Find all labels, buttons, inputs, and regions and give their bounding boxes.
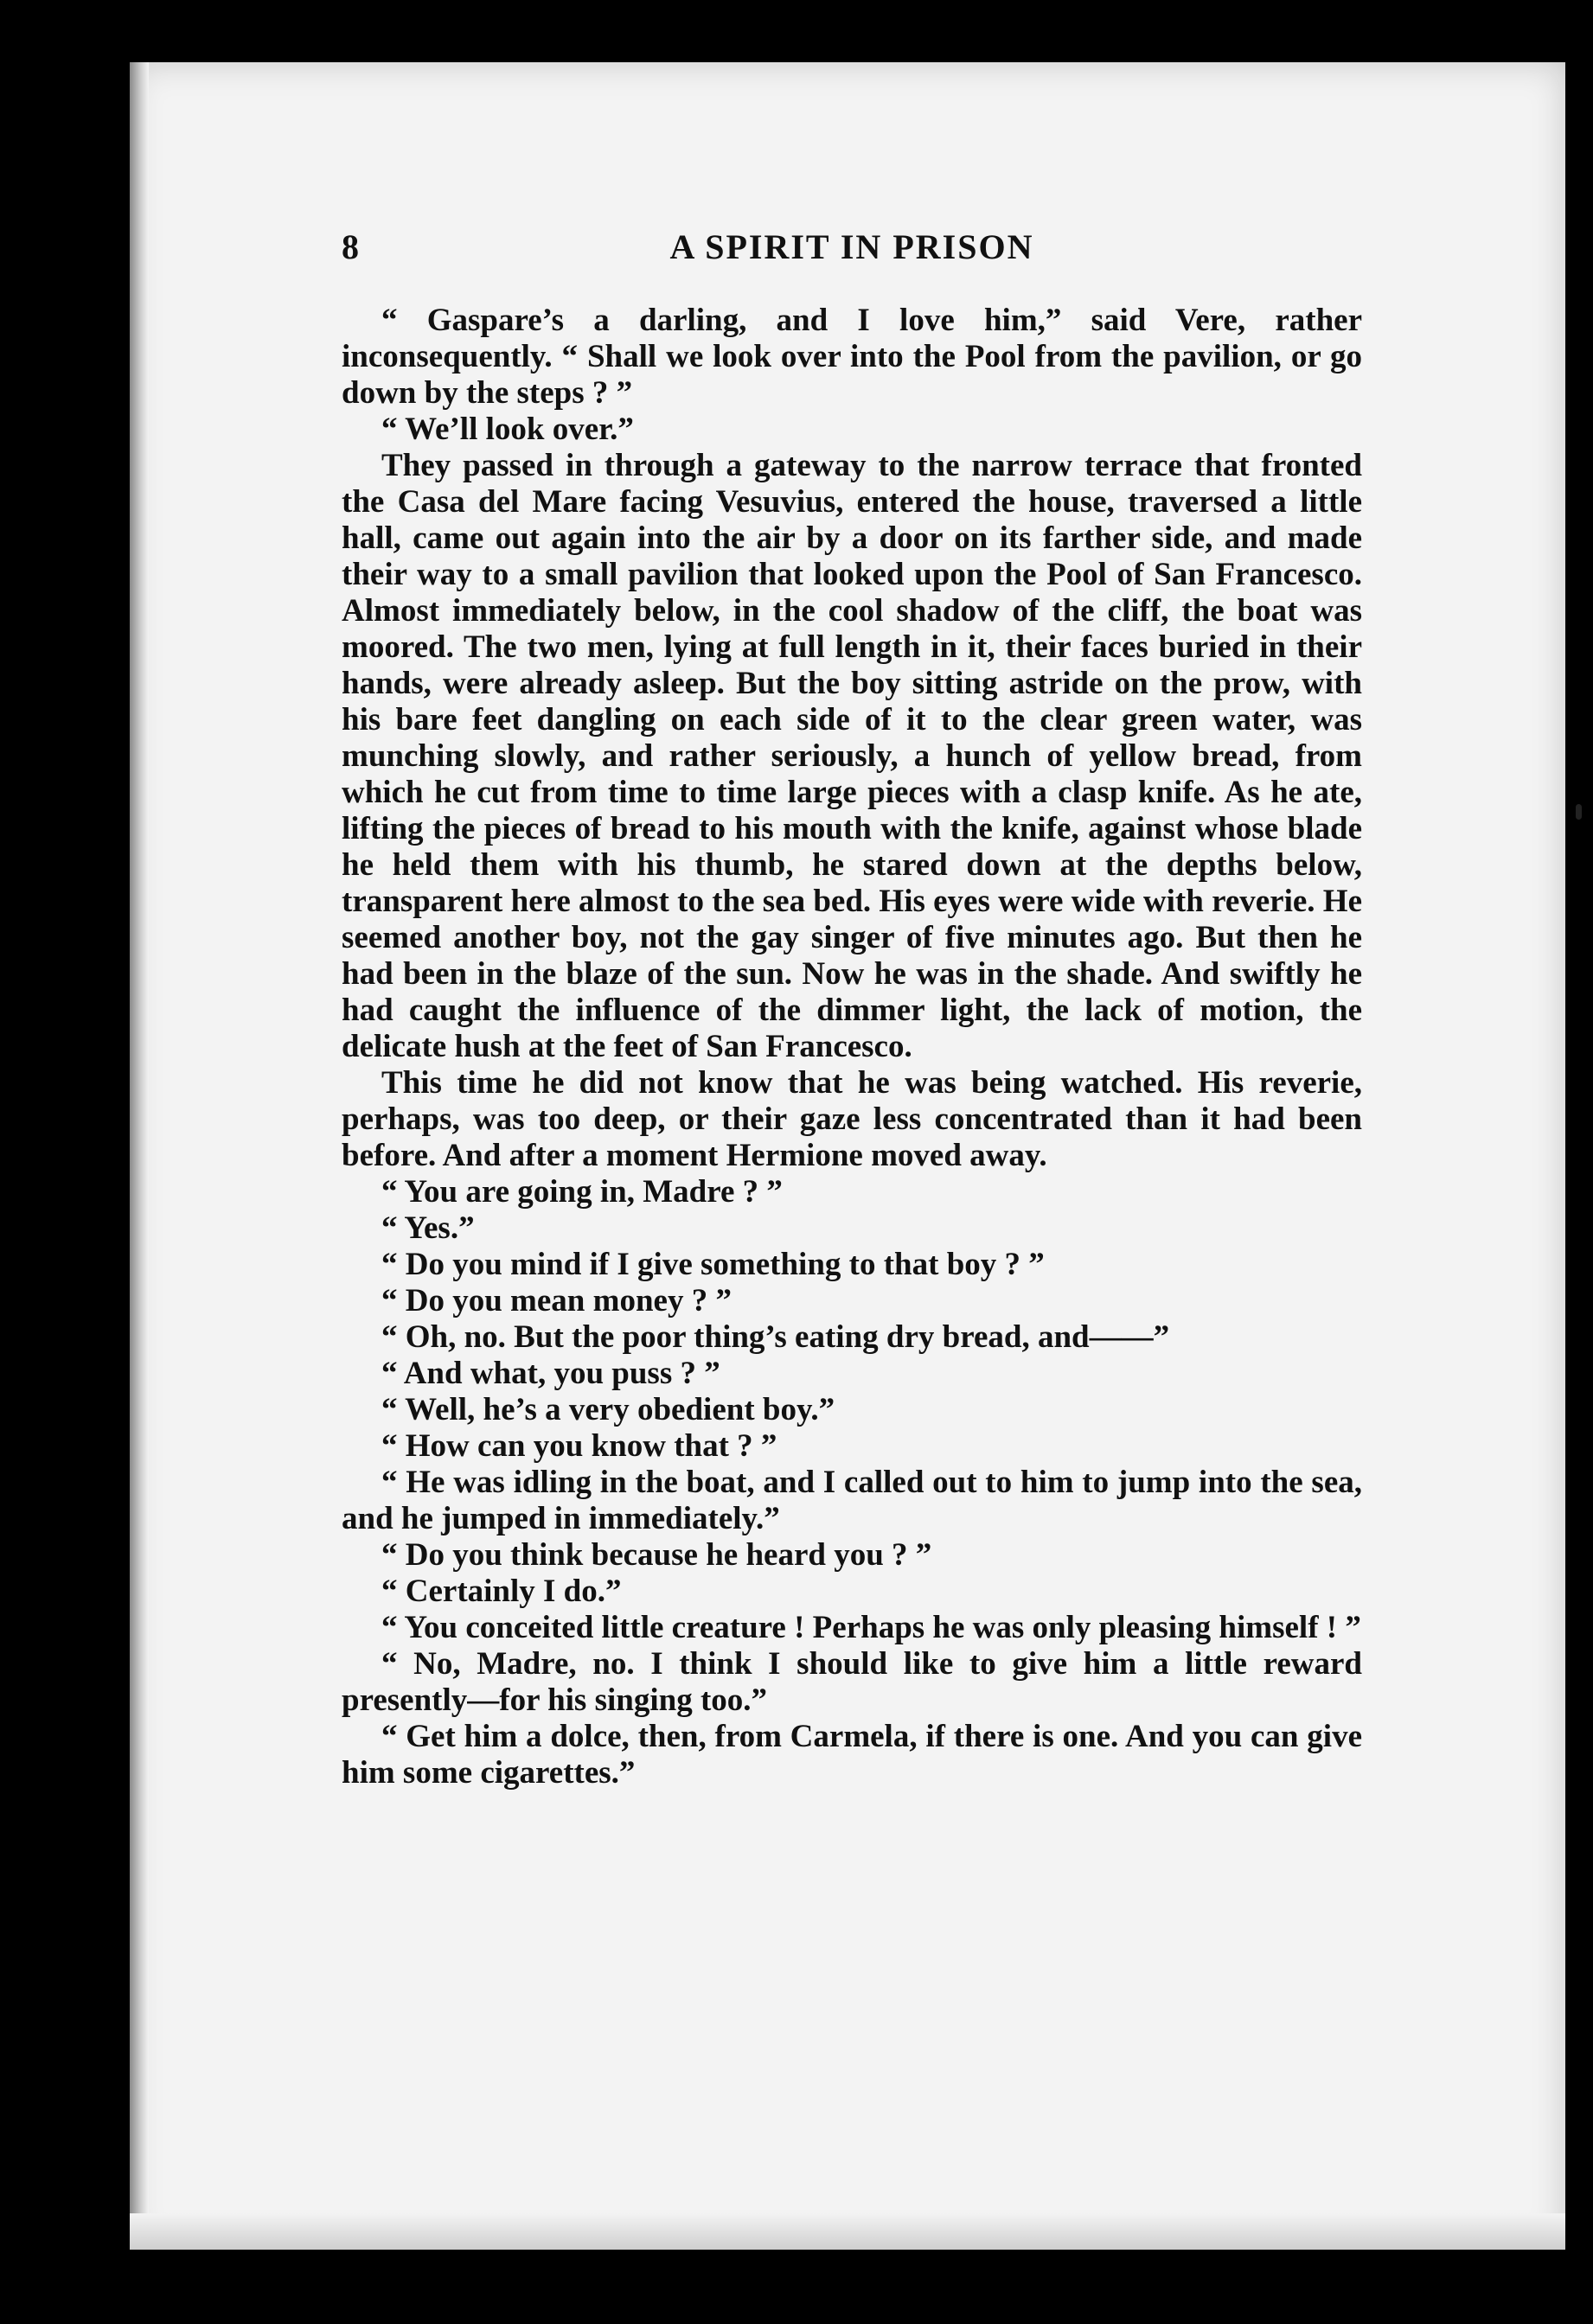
paragraph: “ Well, he’s a very obedient boy.”: [381, 1392, 835, 1427]
body-text: [342, 303, 1362, 1791]
margin-speck: [1576, 804, 1582, 820]
paragraph: “ How can you know that ? ”: [381, 1428, 777, 1464]
page-binding-edge: [130, 62, 149, 2250]
page-number: 8: [342, 227, 359, 266]
paragraph: “ You conceited little creature ! Perhaps he was only pleasing himself ! ”: [381, 1610, 1361, 1645]
paragraph: “ Do you mind if I give something to that boy ? ”: [381, 1247, 1045, 1282]
paragraph: “ Yes.”: [381, 1210, 475, 1246]
paragraph: “ We’ll look over.”: [381, 412, 634, 447]
paragraph: They passed in through a gateway to the narrow terrace that fronted the Casa del Mare facing Vesuvius, entered the house, traversed a little hall, came out again into the air by a door on its farther side, and made their way to a small pavilion that looked upon the Pool of San Francesco. Almost immediately below, in the cool shadow of the cliff, the boat was moored. The two men, lying at full length in it, their faces buried in their hands, were already asleep. But the boy sitting astride on the prow, with his bare feet dangling on each side of it to the clear green water, was munching slowly, and rather seriously, a hunch of yellow bread, from which he cut from time to time large pieces with a clasp knife. As he ate, lifting the pieces of bread to his mouth with the knife, against whose blade he held them with his thumb, he stared down at the depths below, transparent here almost to the sea bed. His eyes were wide with reverie. He seemed another boy, not the gay singer of five minutes ago. But then he had been in the blaze of the sun. Now he was in the shade. And swiftly he had caught the influence of the dimmer light, the lack of motion, the delicate hush at the feet of San Francesco.: [342, 448, 1363, 1064]
page-header: [342, 227, 1362, 278]
paragraph: This time he did not know that he was being watched. His reverie, perhaps, was too deep, or their gaze less concentrated than it had been before. And after a moment Hermione moved away.: [342, 1065, 1362, 1173]
paragraph: “ You are going in, Madre ? ”: [381, 1174, 783, 1210]
paragraph: “ Get him a dolce, then, from Carmela, if there is one. And you can give him some cigarettes.”: [342, 1719, 1362, 1791]
page-bottom-edge: [130, 2213, 1565, 2250]
paragraph: “ Do you mean money ? ”: [381, 1283, 732, 1318]
paragraph: “ Gaspare’s a darling, and I love him,” said Vere, rather inconsequently. “ Shall we look over into the Pool from the pavilion, or go down by the steps ? ”: [342, 303, 1362, 411]
paragraph: “ No, Madre, no. I think I should like to give him a little reward presently—for his singing too.”: [342, 1646, 1362, 1718]
paragraph: “ Certainly I do.”: [381, 1574, 622, 1609]
paragraph: “ He was idling in the boat, and I called out to him to jump into the sea, and he jumped in immediately.”: [342, 1465, 1362, 1536]
running-title: A SPIRIT IN PRISON: [669, 227, 1034, 266]
paragraph: “ Do you think because he heard you ? ”: [381, 1537, 932, 1573]
paragraph: “ Oh, no. But the poor thing’s eating dry bread, and——”: [381, 1319, 1170, 1355]
paragraph: “ And what, you puss ? ”: [381, 1356, 720, 1391]
